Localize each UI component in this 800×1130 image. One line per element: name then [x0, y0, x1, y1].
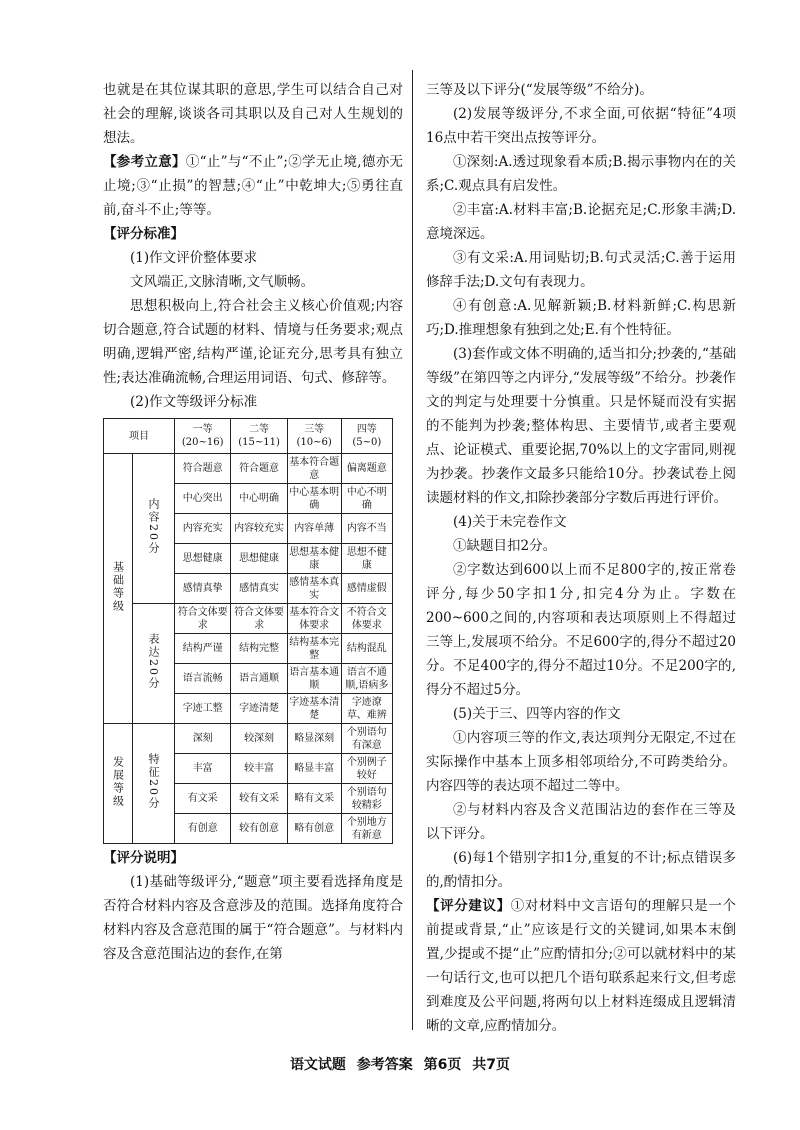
table-cell: 较深刻	[231, 724, 287, 754]
header-grade-3: 三等 (10~6)	[287, 419, 341, 454]
scoring-standard-heading: 【评分标准】	[103, 226, 184, 242]
table-cell: 个别语句较精彩	[341, 784, 392, 814]
intro-paragraph: 也就是在其位谋其职的意思,学生可以结合自己对社会的理解,谈谈各司其职以及自己对人生规划的想法。	[103, 82, 403, 146]
table-cell: 思想健康	[175, 544, 231, 574]
left-column	[103, 78, 403, 966]
header-grade-4: 四等 (5~0)	[341, 419, 392, 454]
style-requirement: 文风端正,文脉清晰,文气顺畅。	[130, 274, 315, 290]
table-cell: 个别地方有新意	[341, 814, 392, 844]
table-cell: 思想不健康	[341, 544, 392, 574]
table-cell: 语言基本通顺	[287, 664, 341, 694]
table-cell: 中心明确	[231, 484, 287, 514]
table-header-row	[104, 419, 393, 454]
column-divider	[412, 70, 413, 1030]
table-cell: 略有文采	[287, 784, 341, 814]
table-cell: 符合题意	[175, 454, 231, 484]
table-cell: 略显丰富	[287, 754, 341, 784]
expression-label: 表达20分	[133, 604, 175, 724]
page-footer: 语文试题 参考答案 第6页 共7页	[289, 1057, 511, 1073]
table-cell: 略有创意	[287, 814, 341, 844]
grading-table	[103, 418, 393, 844]
table-cell: 深刻	[175, 724, 231, 754]
scoring-suggestion-text: ①对材料中文言语句的理解只是一个前提或背景,“止”应该是行文的关键词,如果本末倒置,少提或不提“止”应酌情扣分;②可以就材料中的某一句话行文,也可以把几个语句联系起来行文,但考虑到难度及公平问题,将两句以上材料连缀成且逻辑清晰的文章,应酌情加分。	[426, 898, 737, 1034]
feature-creativity: ④有创意:A.见解新颖;B.材料新鲜;C.构思新巧;D.推理想象有独到之处;E.有个性特征。	[426, 298, 736, 338]
table-cell: 中心基本明确	[287, 484, 341, 514]
table-row	[104, 724, 393, 754]
grade-standard-title: (2)作文等级评分标准	[130, 394, 258, 410]
table-cell: 内容充实	[175, 514, 231, 544]
scoring-note-1: (1)基础等级评分,“题意”项主要看选择角度是否符合材料内容及含意涉及的范围。选择角度符合材料内容及含意范围的属于“符合题意”。与材料内容及含意范围沾边的套作,在第	[103, 874, 403, 962]
table-cell: 字迹基本清楚	[287, 694, 341, 724]
header-item: 项目	[104, 419, 175, 454]
table-cell: 有创意	[175, 814, 231, 844]
missing-title-rule: ①缺题目扣2分。	[453, 538, 557, 554]
table-cell: 语言通顺	[231, 664, 287, 694]
table-cell: 结构完整	[231, 634, 287, 664]
development-scoring: (2)发展等级评分,不求全面,可依据“特征”4项16点中若干突出点按等评分。	[426, 106, 736, 146]
grade-three-rule: ①内容项三等的作文,表达项判分无限定,不过在实际操作中基本上顶多相邻项给分,不可跨类给分。内容四等的表达项不超过二等中。	[426, 730, 736, 794]
table-cell: 字迹工整	[175, 694, 231, 724]
table-cell: 语言流畅	[175, 664, 231, 694]
table-cell: 基本符合文体要求	[287, 604, 341, 634]
table-cell: 符合题意	[231, 454, 287, 484]
reference-ideas	[103, 150, 403, 222]
scoring-suggestion-label: 【评分建议】	[426, 898, 511, 914]
basic-level-label: 基础等级	[104, 454, 133, 724]
feature-depth: ①深刻:A.透过现象看本质;B.揭示事物内在的关系;C.观点具有启发性。	[426, 154, 736, 194]
table-cell: 较有创意	[231, 814, 287, 844]
table-cell: 内容不当	[341, 514, 392, 544]
scoring-suggestion	[426, 894, 736, 1038]
template-writing-rule: ②与材料内容及含义范围沾边的套作在三等及以下评分。	[426, 802, 736, 842]
overall-requirements-title: (1)作文评价整体要求	[130, 250, 258, 266]
table-cell: 中心突出	[175, 484, 231, 514]
table-cell: 有文采	[175, 784, 231, 814]
table-cell: 中心不明确	[341, 484, 392, 514]
table-cell: 略显深刻	[287, 724, 341, 754]
table-cell: 内容单薄	[287, 514, 341, 544]
table-cell: 不符合文体要求	[341, 604, 392, 634]
grade-three-four-heading: (5)关于三、四等内容的作文	[453, 706, 621, 722]
table-cell: 结构混乱	[341, 634, 392, 664]
reference-ideas-label: 【参考立意】	[103, 154, 186, 170]
table-cell: 思想健康	[231, 544, 287, 574]
table-cell: 较丰富	[231, 754, 287, 784]
table-cell: 符合文体要求	[175, 604, 231, 634]
feature-literary: ③有文采:A.用词贴切;B.句式灵活;C.善于运用修辞手法;D.文句有表现力。	[426, 250, 736, 290]
feature-label: 特征20分	[133, 724, 175, 844]
word-count-rule: ②字数达到600以上而不足800字的,按正常卷评分,每少50字扣1分,扣完4分为止。字数在200~600之间的,内容项和表达项原则上不得超过三等上,发展项不给分。不足600字的,得分不超过20分。不足400字的,得分不超过10分。不足200字的,得分不超过5分。	[426, 562, 736, 698]
table-cell: 较有文采	[231, 784, 287, 814]
content-requirement: 思想积极向上,符合社会主义核心价值观;内容切合题意,符合试题的材料、情境与任务要求;观点明确,逻辑严密,结构严谨,论证充分,思考具有独立性;表达准确流畅,合理运用词语、句式、修辞等。	[103, 298, 403, 386]
table-cell: 思想基本健康	[287, 544, 341, 574]
table-cell: 字迹潦草、难辨	[341, 694, 392, 724]
table-cell: 感情虚假	[341, 574, 392, 604]
feature-richness: ②丰富:A.材料丰富;B.论据充足;C.形象丰满;D.意境深远。	[426, 202, 736, 242]
unfinished-heading: (4)关于未完卷作文	[453, 514, 567, 530]
plagiarism-rule: (3)套作或文体不明确的,适当扣分;抄袭的,“基础等级”在第四等之内评分,“发展等级”不给分。抄袭作文的判定与处理要十分慎重。只是怀疑而没有实据的不能判为抄袭;整体构思、主要情节,或者主要观点、论证模式、重要论据,70%以上的文字雷同,则视为抄袭。抄袭作文最多只能给10分。抄袭试卷上阅读题材料的作文,扣除抄袭部分字数后再进行评价。	[426, 346, 736, 506]
table-cell: 感情真实	[231, 574, 287, 604]
typo-rule: (6)每1个错别字扣1分,重复的不计;标点错误多的,酌情扣分。	[426, 850, 736, 890]
table-cell: 结构基本完整	[287, 634, 341, 664]
right-column	[426, 78, 736, 1038]
table-cell: 个别语句有深意	[341, 724, 392, 754]
table-cell: 基本符合题意	[287, 454, 341, 484]
table-cell: 内容较充实	[231, 514, 287, 544]
table-row	[104, 604, 393, 634]
header-grade-1: 一等 (20~16)	[175, 419, 231, 454]
scoring-notes-heading: 【评分说明】	[103, 850, 184, 866]
table-cell: 感情真挚	[175, 574, 231, 604]
table-cell: 结构严谨	[175, 634, 231, 664]
content-label: 内容20分	[133, 454, 175, 604]
table-cell: 字迹清楚	[231, 694, 287, 724]
header-grade-2: 二等 (15~11)	[231, 419, 287, 454]
table-cell: 偏离题意	[341, 454, 392, 484]
table-cell: 个别例子较好	[341, 754, 392, 784]
table-cell: 感情基本真实	[287, 574, 341, 604]
reference-ideas-text: ①“止”与“不止”;②学无止境,德亦无止境;③“止损”的智慧;④“止”中乾坤大;⑤勇往直前,奋斗不止;等等。	[103, 154, 403, 218]
table-cell: 语言不通顺,语病多	[341, 664, 392, 694]
continued-text: 三等及以下评分(“发展等级”不给分)。	[426, 82, 653, 98]
table-cell: 符合文体要求	[231, 604, 287, 634]
table-cell: 丰富	[175, 754, 231, 784]
development-level-label: 发展等级	[104, 724, 133, 844]
table-row	[104, 454, 393, 484]
